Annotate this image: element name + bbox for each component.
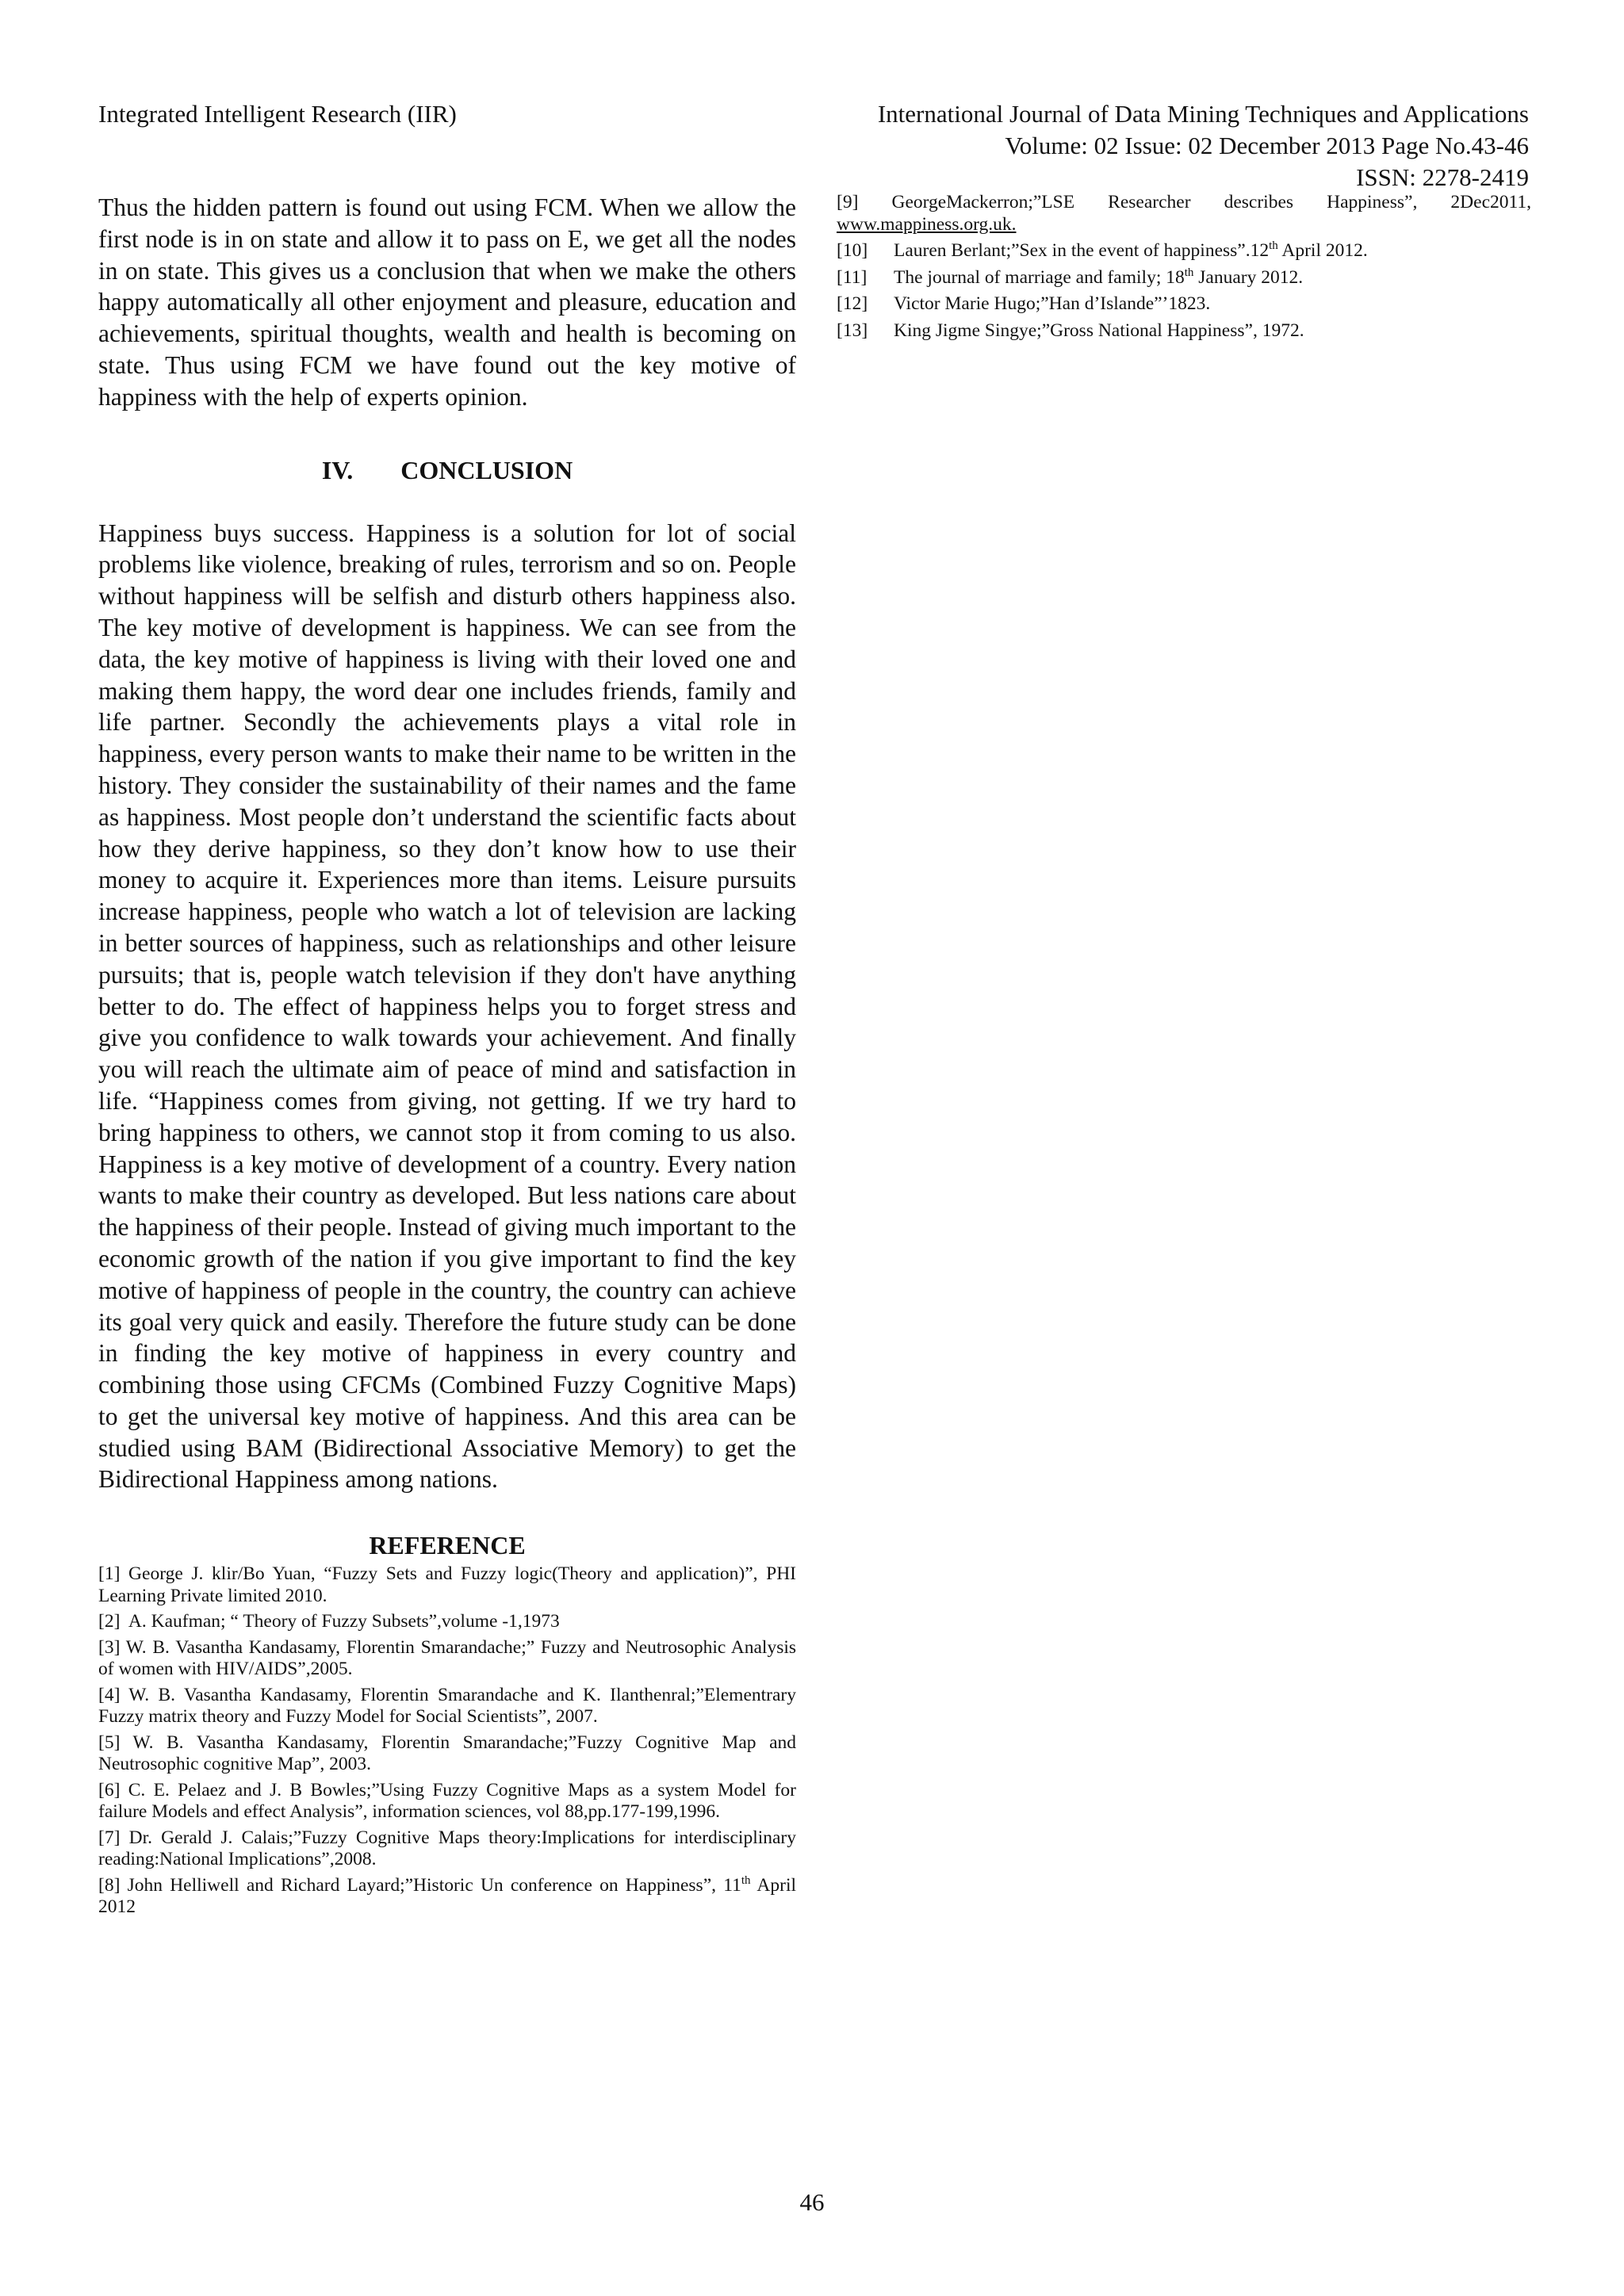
reference-item: [9] GeorgeMackerron;”LSE Researcher describes Happiness”, 2Dec2011, www.mappiness.org.uk. xyxy=(837,192,1531,235)
reference-item: [12] Victor Marie Hugo;”Han d’Islande”’1823. xyxy=(837,293,1211,314)
reference-item: [4] W. B. Vasantha Kandasamy, Florentin Smarandache and K. Ilanthenral;”Elementrary Fuzzy matrix theory and Fuzzy Model for Social Scientists”, 2007. xyxy=(98,1684,797,1728)
journal-issn: ISSN: 2278-2419 xyxy=(1356,163,1529,191)
left-column xyxy=(98,192,796,1923)
reference-link[interactable]: www.mappiness.org.uk. xyxy=(837,213,1017,235)
reference-item: [13] King Jigme Singye;”Gross National Happiness”, 1972. xyxy=(837,320,1304,341)
conclusion-paragraph: Happiness buys success. Happiness is a solution for lot of social problems like violence, breaking of rules, terrorism and so on. People without happiness will be selfish and disturb others happiness also. The key motive of development is happiness. We can see from the data, the key motive of happiness is living with their loved one and making them happy, the word dear one includes friends, family and life partner. Secondly the achievements plays a vital role in happiness, every person wants to make their name to be written in the history. They consider the sustainability of their names and the fame as happiness. Most people don’t understand the scientific facts about how they derive happiness, so they don’t know how to use their money to acquire it. Experiences more than items. Leisure pursuits increase happiness, people who watch a lot of television are lacking in better sources of happiness, such as relationships and other leisure pursuits; that is, people watch television if they don't have anything better to do. The effect of happiness helps you to forget stress and give you confidence to walk towards your achievement. And finally you will reach the ultimate aim of peace of mind and satisfaction in life. “Happiness comes from giving, not getting. If we try hard to bring happiness to others, we cannot stop it from coming to us also. Happiness is a key motive of development of a country. Every nation wants to make their country as developed. But less nations care about the happiness of their people. Instead of giving much important to the economic growth of the nation if you give important to find the key motive of happiness of people in the country, the country can achieve its goal very quick and easily. Therefore the future study can be done in finding the key motive of happiness in every country and combining those using CFCMs (Combined Fuzzy Cognitive Maps) to get the universal key motive of happiness. And this area can be studied using BAM (Bidirectional Associative Memory) to get the Bidirectional Happiness among nations. xyxy=(98,519,796,1494)
journal-title: International Journal of Data Mining Techniques and Applications xyxy=(877,100,1529,128)
reference-item: [7] Dr. Gerald J. Calais;”Fuzzy Cognitive Maps theory:Implications for interdisciplinary reading:National Implications”,2008. xyxy=(98,1827,797,1870)
reference-item: [1] George J. klir/Bo Yuan, “Fuzzy Sets and Fuzzy logic(Theory and application)”, PHI Learning Private limited 2010. xyxy=(98,1563,797,1606)
journal-volume-issue: Volume: 02 Issue: 02 December 2013 Page No.43-46 xyxy=(1005,132,1529,159)
reference-item: [11] The journal of marriage and family; 18th January 2012. xyxy=(837,266,1304,288)
journal-info-header xyxy=(657,98,1529,193)
reference-item: [6] C. E. Pelaez and J. B Bowles;”Using Fuzzy Cognitive Maps as a system Model for failure Models and effect Analysis”, information sciences, vol 88,pp.177-199,1996. xyxy=(98,1779,796,1823)
section-heading-conclusion xyxy=(98,454,796,486)
section-number: IV. xyxy=(321,455,354,484)
reference-list-right xyxy=(837,192,1531,342)
reference-list-left xyxy=(98,1563,796,1919)
right-column xyxy=(837,192,1531,346)
journal-publisher-header: Integrated Intelligent Research (IIR) xyxy=(98,100,457,128)
reference-item: [3] W. B. Vasantha Kandasamy, Florentin Smarandache;” Fuzzy and Neutrosophic Analysis of women with HIV/AIDS”,2005. xyxy=(98,1636,797,1680)
reference-item: [5] W. B. Vasantha Kandasamy, Florentin Smarandache;”Fuzzy Cognitive Map and Neutrosophic cognitive Map”, 2003. xyxy=(98,1732,797,1775)
section-title: CONCLUSION xyxy=(400,455,573,484)
reference-item: [2] A. Kaufman; “ Theory of Fuzzy Subsets”,volume -1,1973 xyxy=(98,1611,560,1632)
reference-item: [10] Lauren Berlant;”Sex in the event of happiness”.12th April 2012. xyxy=(837,239,1368,261)
page-number: 46 xyxy=(799,2188,825,2216)
reference-item: [8] John Helliwell and Richard Layard;”Historic Un conference on Happiness”, 11th April 2012 xyxy=(98,1873,797,1918)
reference-heading: REFERENCE xyxy=(369,1531,526,1560)
intro-paragraph: Thus the hidden pattern is found out using FCM. When we allow the first node is in on state and allow it to pass on E, we get all the nodes in on state. This gives us a conclusion that when we make the others happy automatically all other enjoyment and pleasure, education and achievements, spiritual thoughts, wealth and health is becoming on state. Thus using FCM we have found out the key motive of happiness with the help of experts opinion. xyxy=(98,193,796,411)
